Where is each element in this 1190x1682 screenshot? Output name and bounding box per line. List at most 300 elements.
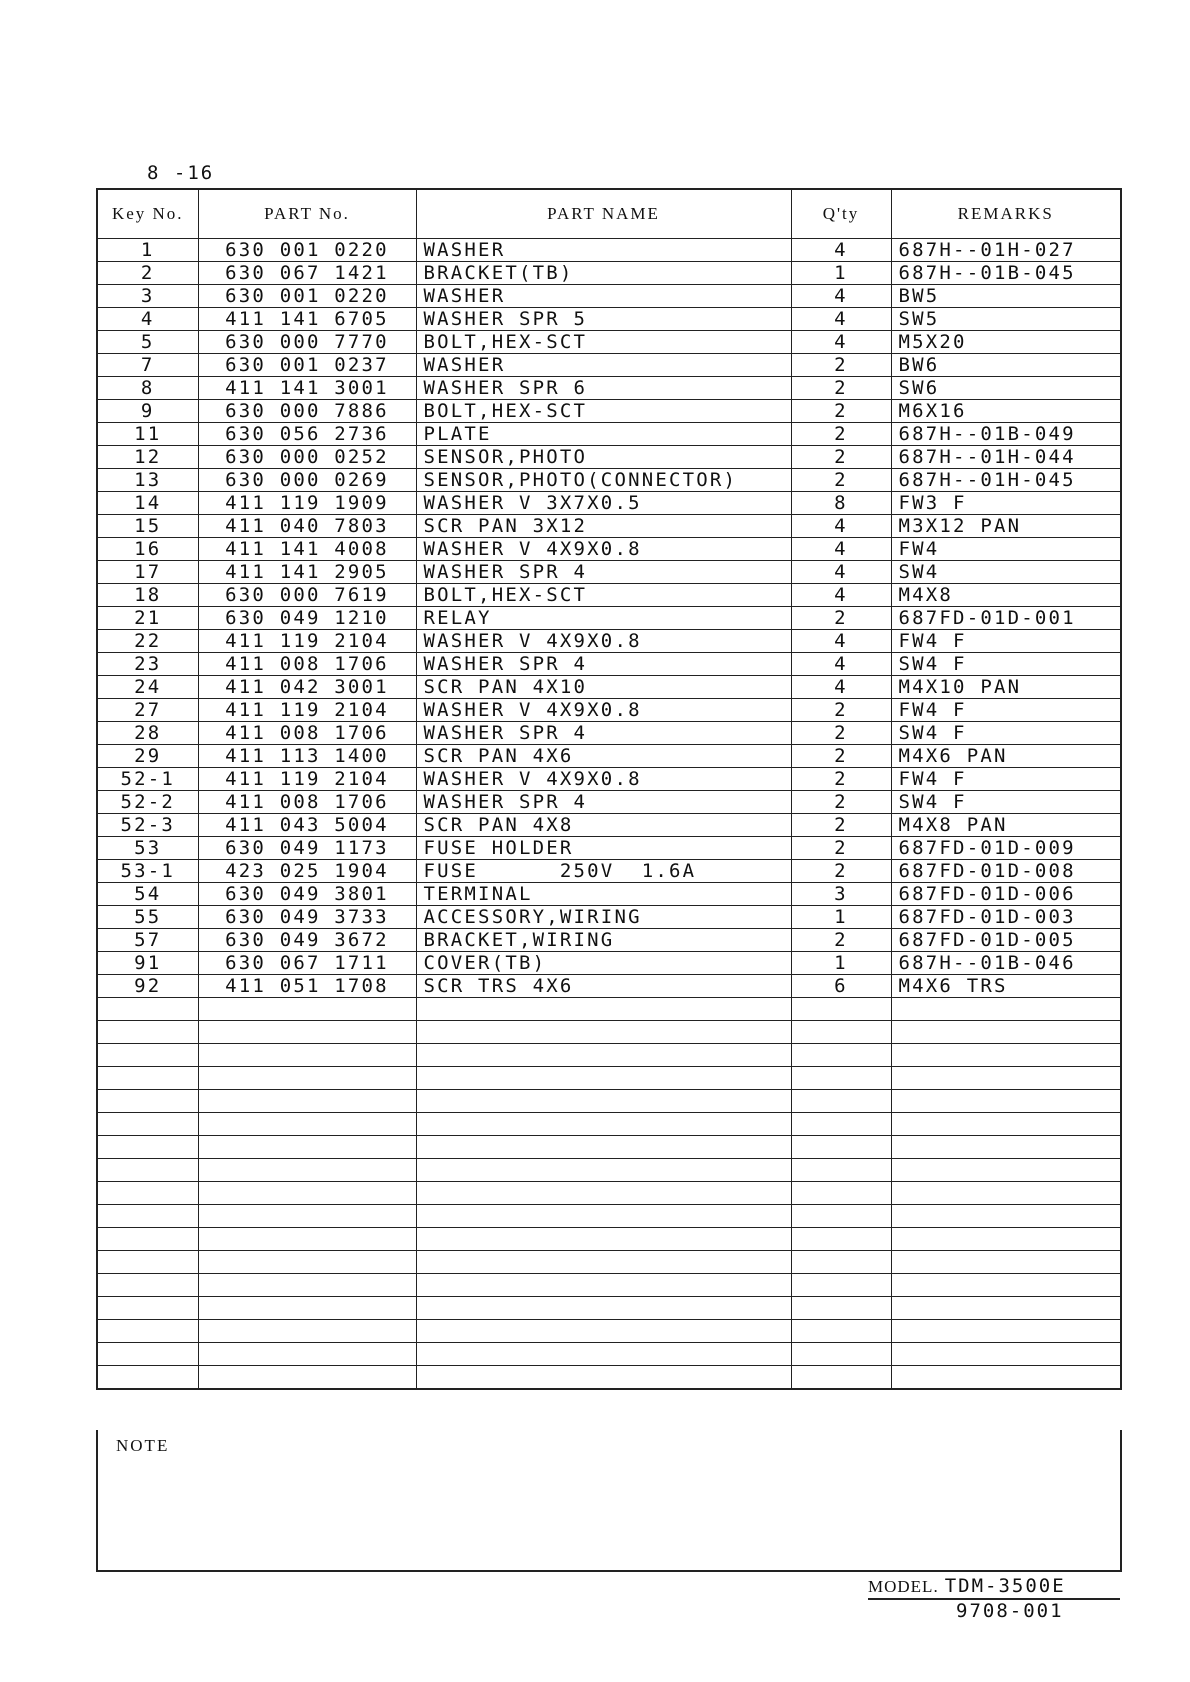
empty-row — [97, 1343, 1121, 1366]
empty-row — [97, 1113, 1121, 1136]
cell-remarks: 687H--01B-049 — [891, 423, 1121, 446]
cell-remarks: M4X8 PAN — [891, 814, 1121, 837]
empty-row — [97, 1274, 1121, 1297]
cell-qty — [791, 998, 891, 1021]
cell-part-no: 411 113 1400 — [198, 745, 416, 768]
cell-qty: 2 — [791, 446, 891, 469]
cell-remarks — [891, 1274, 1121, 1297]
cell-remarks — [891, 1113, 1121, 1136]
cell-remarks: 687FD-01D-008 — [891, 860, 1121, 883]
cell-part-name: RELAY — [416, 607, 791, 630]
cell-key-no: 9 — [97, 400, 198, 423]
cell-part-no: 630 067 1421 — [198, 262, 416, 285]
cell-part-no — [198, 1274, 416, 1297]
cell-part-no: 630 001 0237 — [198, 354, 416, 377]
table-row — [97, 538, 1121, 561]
cell-remarks: M5X20 — [891, 331, 1121, 354]
cell-qty: 6 — [791, 975, 891, 998]
empty-row — [97, 1136, 1121, 1159]
cell-part-no — [198, 998, 416, 1021]
cell-qty: 4 — [791, 630, 891, 653]
cell-remarks: SW4 F — [891, 791, 1121, 814]
table-row — [97, 699, 1121, 722]
cell-key-no — [97, 1366, 198, 1390]
cell-qty: 1 — [791, 262, 891, 285]
cell-part-no — [198, 1090, 416, 1113]
table-row — [97, 515, 1121, 538]
cell-part-name: COVER(TB) — [416, 952, 791, 975]
cell-part-no — [198, 1067, 416, 1090]
cell-part-name: SCR PAN 4X8 — [416, 814, 791, 837]
cell-remarks — [891, 1228, 1121, 1251]
cell-part-name: WASHER SPR 4 — [416, 653, 791, 676]
cell-key-no — [97, 1182, 198, 1205]
cell-key-no: 53-1 — [97, 860, 198, 883]
empty-row — [97, 1044, 1121, 1067]
cell-part-name: SCR PAN 3X12 — [416, 515, 791, 538]
table-row — [97, 722, 1121, 745]
table-row — [97, 837, 1121, 860]
cell-part-name: WASHER SPR 6 — [416, 377, 791, 400]
cell-remarks: FW4 F — [891, 630, 1121, 653]
cell-remarks — [891, 1021, 1121, 1044]
cell-qty — [791, 1090, 891, 1113]
cell-remarks: 687FD-01D-006 — [891, 883, 1121, 906]
cell-part-name: WASHER — [416, 354, 791, 377]
cell-qty: 1 — [791, 906, 891, 929]
cell-part-name: BOLT,HEX-SCT — [416, 400, 791, 423]
model-label: MODEL. — [868, 1577, 939, 1596]
cell-part-no — [198, 1021, 416, 1044]
cell-part-name: WASHER V 3X7X0.5 — [416, 492, 791, 515]
model-value: TDM-3500E — [944, 1575, 1066, 1597]
cell-key-no — [97, 1159, 198, 1182]
cell-part-name — [416, 1159, 791, 1182]
cell-key-no — [97, 1320, 198, 1343]
cell-part-no — [198, 1297, 416, 1320]
cell-part-no: 411 119 2104 — [198, 768, 416, 791]
table-row — [97, 791, 1121, 814]
cell-remarks: 687FD-01D-001 — [891, 607, 1121, 630]
cell-part-no: 411 008 1706 — [198, 722, 416, 745]
cell-remarks — [891, 1205, 1121, 1228]
cell-remarks: M3X12 PAN — [891, 515, 1121, 538]
cell-key-no — [97, 1205, 198, 1228]
cell-remarks: 687H--01B-045 — [891, 262, 1121, 285]
cell-part-no: 411 042 3001 — [198, 676, 416, 699]
cell-key-no: 11 — [97, 423, 198, 446]
cell-remarks — [891, 1044, 1121, 1067]
cell-qty: 2 — [791, 837, 891, 860]
empty-row — [97, 1182, 1121, 1205]
cell-key-no: 22 — [97, 630, 198, 653]
cell-part-no: 630 001 0220 — [198, 285, 416, 308]
cell-part-no: 630 067 1711 — [198, 952, 416, 975]
empty-row — [97, 1205, 1121, 1228]
cell-key-no: 13 — [97, 469, 198, 492]
cell-remarks: FW4 — [891, 538, 1121, 561]
cell-part-name — [416, 1343, 791, 1366]
cell-key-no: 57 — [97, 929, 198, 952]
cell-key-no: 5 — [97, 331, 198, 354]
cell-key-no: 27 — [97, 699, 198, 722]
cell-part-name: WASHER — [416, 285, 791, 308]
cell-qty — [791, 1067, 891, 1090]
cell-remarks: M4X8 — [891, 584, 1121, 607]
cell-part-no: 630 001 0220 — [198, 239, 416, 262]
header-part-no: PART No. — [198, 189, 416, 239]
table-row — [97, 860, 1121, 883]
cell-part-no — [198, 1044, 416, 1067]
cell-key-no: 28 — [97, 722, 198, 745]
cell-remarks — [891, 1251, 1121, 1274]
cell-part-no: 411 141 4008 — [198, 538, 416, 561]
cell-part-name: WASHER SPR 4 — [416, 722, 791, 745]
cell-key-no: 3 — [97, 285, 198, 308]
table-row — [97, 653, 1121, 676]
cell-qty — [791, 1159, 891, 1182]
cell-part-no — [198, 1320, 416, 1343]
cell-remarks: 687FD-01D-009 — [891, 837, 1121, 860]
cell-part-name: SCR PAN 4X6 — [416, 745, 791, 768]
table-row — [97, 883, 1121, 906]
cell-remarks — [891, 1182, 1121, 1205]
cell-qty — [791, 1343, 891, 1366]
cell-key-no: 4 — [97, 308, 198, 331]
cell-part-name: WASHER V 4X9X0.8 — [416, 630, 791, 653]
cell-part-name: SCR TRS 4X6 — [416, 975, 791, 998]
cell-qty: 4 — [791, 308, 891, 331]
cell-part-no: 423 025 1904 — [198, 860, 416, 883]
cell-qty: 2 — [791, 377, 891, 400]
empty-row — [97, 1366, 1121, 1390]
cell-qty — [791, 1205, 891, 1228]
cell-qty: 2 — [791, 354, 891, 377]
cell-remarks: 687H--01B-046 — [891, 952, 1121, 975]
cell-part-no: 411 119 2104 — [198, 630, 416, 653]
cell-key-no — [97, 1044, 198, 1067]
cell-qty: 4 — [791, 676, 891, 699]
cell-part-name: SENSOR,PHOTO(CONNECTOR) — [416, 469, 791, 492]
cell-remarks: BW5 — [891, 285, 1121, 308]
empty-row — [97, 1021, 1121, 1044]
table-row — [97, 400, 1121, 423]
cell-part-no: 630 000 7770 — [198, 331, 416, 354]
cell-part-no: 630 049 3733 — [198, 906, 416, 929]
cell-remarks — [891, 1320, 1121, 1343]
cell-part-name — [416, 1274, 791, 1297]
table-row — [97, 285, 1121, 308]
table-row — [97, 676, 1121, 699]
cell-key-no — [97, 1021, 198, 1044]
cell-key-no: 52-2 — [97, 791, 198, 814]
header-remarks: REMARKS — [891, 189, 1121, 239]
table-row — [97, 331, 1121, 354]
cell-qty: 2 — [791, 745, 891, 768]
cell-part-no — [198, 1366, 416, 1390]
cell-part-name: WASHER — [416, 239, 791, 262]
cell-qty: 4 — [791, 538, 891, 561]
note-label: NOTE — [116, 1436, 170, 1455]
table-row — [97, 446, 1121, 469]
empty-row — [97, 1251, 1121, 1274]
cell-part-name — [416, 1021, 791, 1044]
cell-qty: 4 — [791, 561, 891, 584]
cell-part-no: 411 141 6705 — [198, 308, 416, 331]
empty-row — [97, 1320, 1121, 1343]
cell-part-name: SENSOR,PHOTO — [416, 446, 791, 469]
cell-qty: 4 — [791, 584, 891, 607]
cell-part-name: ACCESSORY,WIRING — [416, 906, 791, 929]
cell-qty — [791, 1044, 891, 1067]
cell-qty — [791, 1182, 891, 1205]
cell-part-no: 411 008 1706 — [198, 791, 416, 814]
empty-row — [97, 1159, 1121, 1182]
cell-qty — [791, 1021, 891, 1044]
cell-part-name: PLATE — [416, 423, 791, 446]
cell-qty: 2 — [791, 791, 891, 814]
table-row — [97, 492, 1121, 515]
empty-row — [97, 1067, 1121, 1090]
cell-remarks — [891, 1159, 1121, 1182]
cell-part-no: 411 141 2905 — [198, 561, 416, 584]
cell-part-no: 411 119 1909 — [198, 492, 416, 515]
cell-part-no: 630 049 3672 — [198, 929, 416, 952]
cell-key-no: 18 — [97, 584, 198, 607]
cell-part-name: WASHER SPR 4 — [416, 791, 791, 814]
table-row — [97, 607, 1121, 630]
cell-qty — [791, 1136, 891, 1159]
cell-part-name — [416, 1182, 791, 1205]
table-row — [97, 929, 1121, 952]
header-qty: Q'ty — [791, 189, 891, 239]
cell-qty: 2 — [791, 400, 891, 423]
empty-row — [97, 1228, 1121, 1251]
cell-part-no — [198, 1182, 416, 1205]
cell-remarks: M6X16 — [891, 400, 1121, 423]
cell-part-no — [198, 1251, 416, 1274]
cell-key-no: 29 — [97, 745, 198, 768]
cell-part-no: 411 040 7803 — [198, 515, 416, 538]
cell-key-no: 12 — [97, 446, 198, 469]
cell-qty — [791, 1320, 891, 1343]
table-row — [97, 906, 1121, 929]
cell-qty: 2 — [791, 768, 891, 791]
cell-part-name — [416, 1113, 791, 1136]
cell-qty: 8 — [791, 492, 891, 515]
cell-part-no: 630 049 3801 — [198, 883, 416, 906]
cell-key-no: 91 — [97, 952, 198, 975]
cell-qty: 2 — [791, 860, 891, 883]
cell-remarks: BW6 — [891, 354, 1121, 377]
cell-part-no: 630 000 7619 — [198, 584, 416, 607]
cell-remarks: FW3 F — [891, 492, 1121, 515]
cell-part-name: FUSE HOLDER — [416, 837, 791, 860]
cell-part-name: BOLT,HEX-SCT — [416, 584, 791, 607]
cell-remarks: FW4 F — [891, 768, 1121, 791]
cell-remarks: SW5 — [891, 308, 1121, 331]
cell-qty: 2 — [791, 814, 891, 837]
cell-part-name — [416, 998, 791, 1021]
cell-part-name: BOLT,HEX-SCT — [416, 331, 791, 354]
cell-key-no: 53 — [97, 837, 198, 860]
cell-key-no: 23 — [97, 653, 198, 676]
table-row — [97, 952, 1121, 975]
note-box — [96, 1430, 1122, 1572]
empty-row — [97, 1297, 1121, 1320]
table-row — [97, 814, 1121, 837]
cell-remarks: SW4 F — [891, 722, 1121, 745]
table-row — [97, 745, 1121, 768]
cell-part-name: WASHER SPR 5 — [416, 308, 791, 331]
cell-key-no: 21 — [97, 607, 198, 630]
cell-part-name: WASHER V 4X9X0.8 — [416, 538, 791, 561]
cell-qty: 2 — [791, 699, 891, 722]
cell-key-no — [97, 1113, 198, 1136]
cell-part-no — [198, 1113, 416, 1136]
cell-part-no: 411 051 1708 — [198, 975, 416, 998]
cell-qty: 2 — [791, 423, 891, 446]
table-row — [97, 561, 1121, 584]
cell-qty — [791, 1297, 891, 1320]
cell-key-no — [97, 1343, 198, 1366]
cell-qty: 2 — [791, 469, 891, 492]
header-key-no: Key No. — [97, 189, 198, 239]
cell-part-name — [416, 1251, 791, 1274]
cell-part-name: BRACKET,WIRING — [416, 929, 791, 952]
cell-qty: 4 — [791, 331, 891, 354]
cell-remarks: 687H--01H-027 — [891, 239, 1121, 262]
cell-key-no: 54 — [97, 883, 198, 906]
cell-remarks — [891, 1090, 1121, 1113]
parts-table — [96, 188, 1122, 1390]
cell-key-no: 7 — [97, 354, 198, 377]
cell-part-no: 411 043 5004 — [198, 814, 416, 837]
page-number: 8 -16 — [147, 162, 215, 184]
table-row — [97, 423, 1121, 446]
model-line — [868, 1575, 1120, 1600]
document-number: 9708-001 — [956, 1600, 1064, 1622]
cell-qty: 4 — [791, 285, 891, 308]
cell-part-name — [416, 1205, 791, 1228]
table-row — [97, 377, 1121, 400]
cell-remarks: FW4 F — [891, 699, 1121, 722]
cell-key-no: 2 — [97, 262, 198, 285]
cell-part-name — [416, 1136, 791, 1159]
cell-remarks: 687H--01H-044 — [891, 446, 1121, 469]
cell-part-no: 411 141 3001 — [198, 377, 416, 400]
cell-remarks — [891, 1297, 1121, 1320]
table-row — [97, 262, 1121, 285]
cell-remarks: SW6 — [891, 377, 1121, 400]
table-header — [97, 189, 1121, 239]
table-row — [97, 308, 1121, 331]
table-row — [97, 630, 1121, 653]
cell-part-no: 411 119 2104 — [198, 699, 416, 722]
cell-remarks: M4X10 PAN — [891, 676, 1121, 699]
cell-remarks: M4X6 TRS — [891, 975, 1121, 998]
cell-part-no — [198, 1343, 416, 1366]
cell-remarks: 687FD-01D-003 — [891, 906, 1121, 929]
cell-key-no: 15 — [97, 515, 198, 538]
cell-part-no: 630 056 2736 — [198, 423, 416, 446]
cell-key-no: 24 — [97, 676, 198, 699]
cell-remarks — [891, 1136, 1121, 1159]
cell-key-no — [97, 1090, 198, 1113]
cell-qty — [791, 1251, 891, 1274]
cell-part-name: WASHER SPR 4 — [416, 561, 791, 584]
cell-key-no — [97, 1136, 198, 1159]
cell-qty — [791, 1366, 891, 1390]
cell-key-no — [97, 1251, 198, 1274]
cell-part-no: 630 000 7886 — [198, 400, 416, 423]
table-row — [97, 584, 1121, 607]
cell-part-name — [416, 1366, 791, 1390]
cell-key-no — [97, 1297, 198, 1320]
cell-qty: 4 — [791, 653, 891, 676]
cell-key-no: 8 — [97, 377, 198, 400]
table-row — [97, 239, 1121, 262]
cell-part-no — [198, 1205, 416, 1228]
cell-part-name — [416, 1320, 791, 1343]
cell-qty: 2 — [791, 722, 891, 745]
cell-key-no: 52-3 — [97, 814, 198, 837]
cell-remarks: SW4 — [891, 561, 1121, 584]
cell-part-name: WASHER V 4X9X0.8 — [416, 768, 791, 791]
cell-part-no: 630 049 1210 — [198, 607, 416, 630]
cell-key-no: 16 — [97, 538, 198, 561]
cell-part-name — [416, 1067, 791, 1090]
cell-part-name: WASHER V 4X9X0.8 — [416, 699, 791, 722]
cell-key-no — [97, 1274, 198, 1297]
cell-remarks: 687FD-01D-005 — [891, 929, 1121, 952]
cell-remarks — [891, 1343, 1121, 1366]
table-row — [97, 975, 1121, 998]
cell-key-no — [97, 1067, 198, 1090]
cell-part-name — [416, 1044, 791, 1067]
cell-key-no: 52-1 — [97, 768, 198, 791]
cell-part-no — [198, 1159, 416, 1182]
cell-key-no — [97, 998, 198, 1021]
cell-remarks: 687H--01H-045 — [891, 469, 1121, 492]
cell-key-no: 55 — [97, 906, 198, 929]
cell-part-name: SCR PAN 4X10 — [416, 676, 791, 699]
empty-row — [97, 1090, 1121, 1113]
table-row — [97, 354, 1121, 377]
cell-remarks — [891, 998, 1121, 1021]
cell-part-name: BRACKET(TB) — [416, 262, 791, 285]
cell-part-no — [198, 1136, 416, 1159]
cell-qty: 2 — [791, 929, 891, 952]
table-row — [97, 469, 1121, 492]
cell-part-name — [416, 1297, 791, 1320]
cell-qty: 4 — [791, 239, 891, 262]
empty-row — [97, 998, 1121, 1021]
cell-qty: 3 — [791, 883, 891, 906]
cell-qty: 2 — [791, 607, 891, 630]
cell-part-no: 630 000 0269 — [198, 469, 416, 492]
cell-key-no: 14 — [97, 492, 198, 515]
cell-remarks: M4X6 PAN — [891, 745, 1121, 768]
cell-key-no: 92 — [97, 975, 198, 998]
cell-remarks: SW4 F — [891, 653, 1121, 676]
cell-part-name — [416, 1090, 791, 1113]
cell-part-name: FUSE 250V 1.6A — [416, 860, 791, 883]
cell-remarks — [891, 1366, 1121, 1390]
cell-qty: 1 — [791, 952, 891, 975]
cell-remarks — [891, 1067, 1121, 1090]
cell-qty — [791, 1228, 891, 1251]
